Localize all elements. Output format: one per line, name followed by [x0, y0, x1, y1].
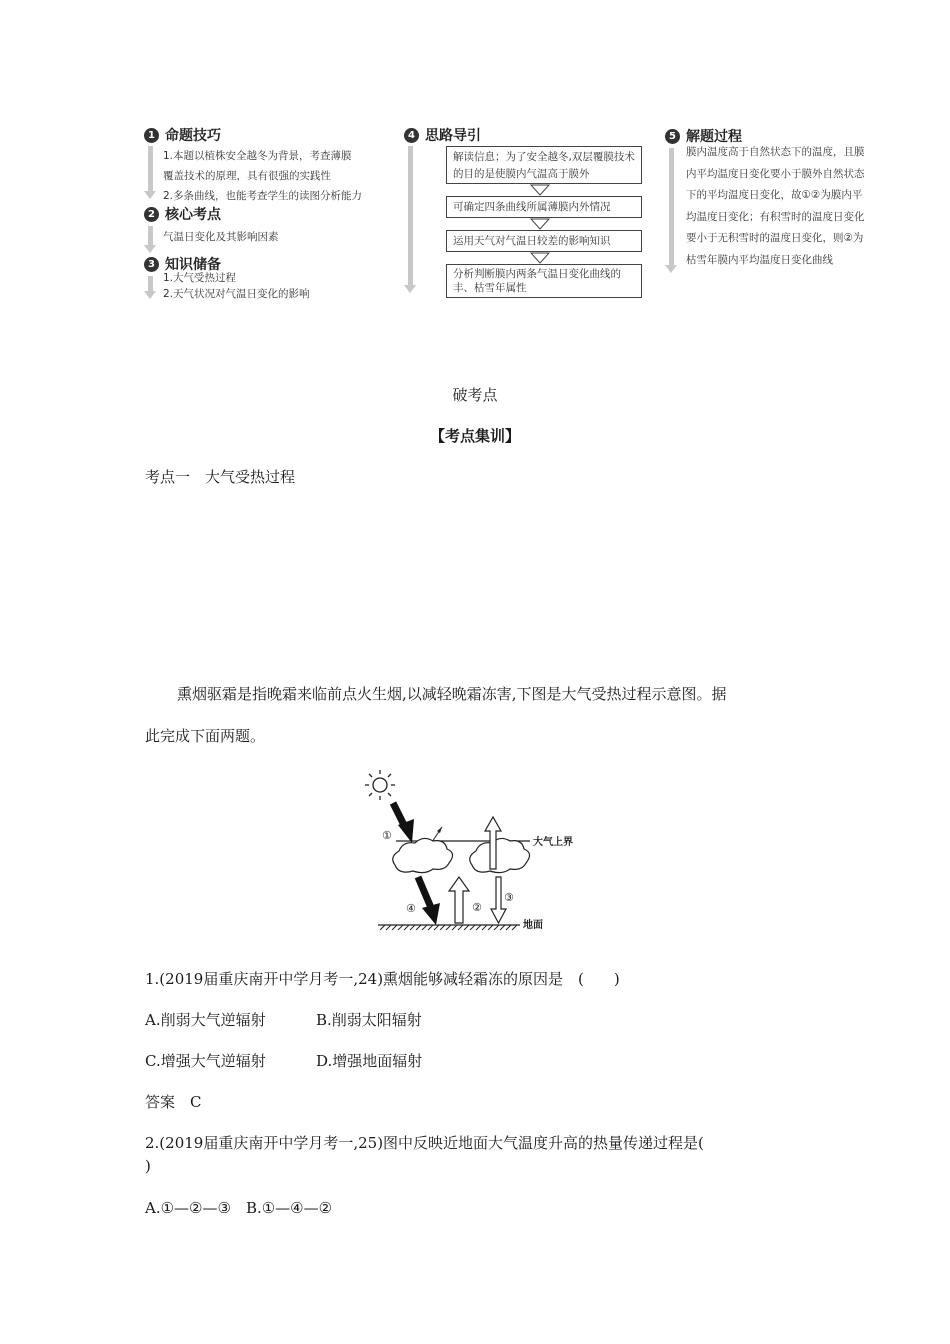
- text-line: 要小于无积雪时的温度日变化，则②为: [686, 232, 864, 244]
- q1-option-c: C.增强大气逆辐射: [145, 1052, 266, 1070]
- question-2-stem-line-1: 2.(2019届重庆南开中学月考一,25)图中反映近地面大气温度升高的热量传递过程是(: [145, 1134, 704, 1152]
- section-2-text: [163, 227, 279, 247]
- topic-title: 考点一 大气受热过程: [145, 468, 296, 486]
- section-title: 核心考点: [165, 207, 221, 223]
- flow-arrow: [669, 148, 674, 266]
- section-heading: 【考点集训】: [429, 427, 520, 445]
- text-line: 覆盖技术的原理，具有很强的实践性: [163, 170, 331, 182]
- text-line: 下的平均温度日变化，故①②为膜内平: [686, 189, 863, 201]
- text-line: 2.天气状况对气温日变化的影响: [163, 288, 310, 300]
- q2-options-ab: A.①—②—③ B.①—④—②: [145, 1199, 333, 1217]
- cloud-icon: [470, 838, 530, 872]
- section-title: 思路导引: [425, 128, 481, 144]
- flow-arrow: [148, 276, 153, 292]
- guide-box-4: 分析判断膜内两条气温日变化曲线的丰、枯雪年属性: [446, 264, 642, 298]
- sun-icon: [365, 770, 395, 800]
- section-5-text: [686, 142, 865, 271]
- cloud-icon: [393, 838, 453, 872]
- text-line: 枯雪年膜内平均温度日变化曲线: [686, 253, 833, 266]
- flow-arrow: [148, 226, 153, 246]
- section-1-text: [163, 146, 362, 206]
- number-badge: 1: [144, 128, 159, 143]
- label-2: ②: [472, 901, 482, 914]
- section-3-text: [163, 270, 310, 302]
- section-4-heading: [404, 125, 481, 145]
- q1-option-d: D.增强地面辐射: [316, 1052, 423, 1070]
- solar-radiation-arrow: [393, 803, 414, 843]
- text-line: 膜内温度高于自然状态下的温度，且膜: [686, 146, 865, 158]
- atmosphere-heating-diagram: [360, 765, 600, 935]
- q1-option-b: B.削弱太阳辐射: [316, 1011, 422, 1029]
- page-heading: 破考点: [452, 386, 498, 404]
- guide-box-3: 运用天气对气温日较差的影响知识: [446, 230, 642, 252]
- section-1-heading: [144, 125, 221, 145]
- intro-line-1: 熏烟驱霜是指晚霜来临前点火生烟,以减轻晚霜冻害,下图是大气受热过程示意图。据: [177, 685, 727, 703]
- text-line: 1.大气受热过程: [163, 272, 237, 284]
- section-title: 命题技巧: [165, 128, 221, 144]
- upper-atmosphere-label: 大气上界: [533, 837, 573, 848]
- answer-1: 答案 C: [145, 1093, 202, 1111]
- text-line: 均温度日变化；有积雪时的温度日变化: [686, 210, 865, 223]
- intro-line-2: 此完成下面两题。: [145, 727, 266, 745]
- question-2-stem-line-2: ): [145, 1157, 151, 1175]
- number-badge: 2: [144, 207, 159, 222]
- section-title: 知识储备: [165, 257, 221, 273]
- label-4: ④: [406, 902, 416, 915]
- label-1: ①: [382, 829, 392, 842]
- text-line: 内平均温度日变化要小于膜外自然状态: [686, 167, 865, 180]
- number-badge: 5: [665, 129, 680, 144]
- section-2-heading: [144, 204, 221, 224]
- number-badge: 3: [144, 257, 159, 272]
- down-arrow-icon: [530, 252, 550, 264]
- atmospheric-counter-radiation-arrow: [418, 877, 440, 925]
- guide-box-1: 解读信息；为了安全越冬,双层覆膜技术的目的是使膜内气温高于膜外: [446, 146, 642, 184]
- ground-label: 地面: [523, 920, 543, 931]
- flow-arrow: [148, 146, 153, 192]
- text-line: 气温日变化及其影响因素: [163, 231, 279, 243]
- label-3: ③: [504, 891, 514, 904]
- down-arrow-icon: [530, 218, 550, 230]
- text-line: 1.本题以植株安全越冬为背景，考查薄膜: [163, 150, 352, 162]
- ground-radiation-arrow: [449, 877, 469, 923]
- text-line: 2.多条曲线，也能考查学生的读图分析能力: [163, 190, 363, 202]
- flow-arrow: [408, 146, 413, 286]
- question-1-stem: 1.(2019届重庆南开中学月考一,24)熏烟能够减轻霜冻的原因是 ( ): [145, 970, 620, 988]
- ground-line: [378, 925, 520, 930]
- section-title: 解题过程: [686, 129, 742, 145]
- down-arrow-icon: [530, 184, 550, 196]
- number-badge: 4: [404, 128, 419, 143]
- guide-box-2: 可确定四条曲线所属薄膜内外情况: [446, 196, 642, 218]
- q1-option-a: A.削弱大气逆辐射: [145, 1011, 266, 1029]
